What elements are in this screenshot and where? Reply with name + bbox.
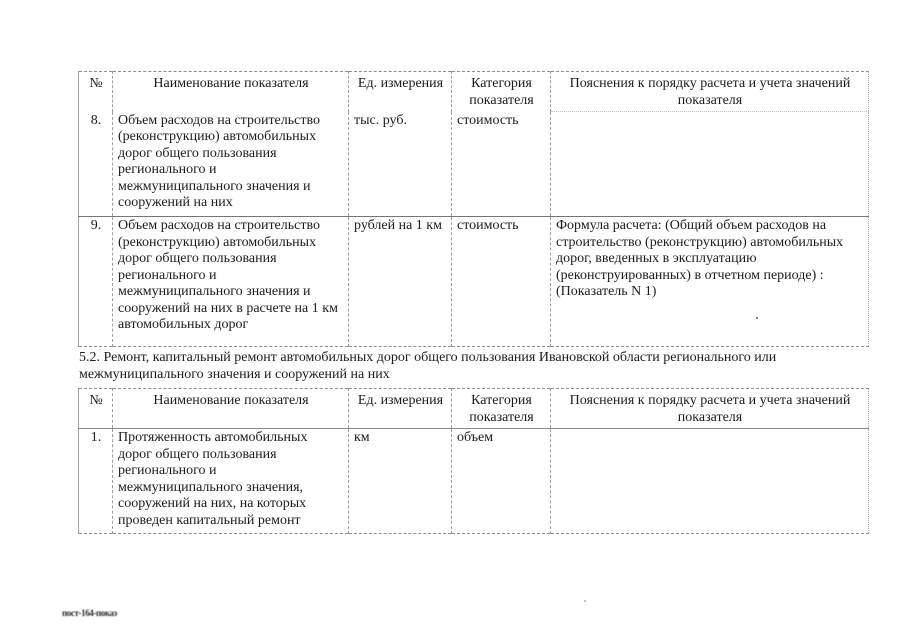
- table2-row-1: [79, 429, 869, 534]
- row-number-cell: 9.: [79, 217, 113, 347]
- unit-cell: км: [349, 429, 452, 534]
- footer-filename: пост-164-показ: [62, 608, 117, 618]
- row-number-cell: 8.: [90, 112, 102, 128]
- explanation-cell: [551, 112, 869, 217]
- table2-header-row: [79, 389, 869, 429]
- explanation-cell: [551, 429, 869, 534]
- table1-row-8: [79, 112, 869, 217]
- table1-row-9: [79, 217, 869, 347]
- scan-speck: [756, 317, 758, 319]
- section-5-2-heading: 5.2. Ремонт, капитальный ремонт автомобильных дорог общего пользования Ивановской области регионального или межмуниципального значения и сооружений на них: [79, 350, 777, 382]
- explanation-cell: Формула расчета: (Общий объем расходов на строительство (реконструкцию) автомобильных дорог, введенных в эксплуатацию (реконструированных) в отчетном периоде) : (Показатель N 1): [551, 217, 869, 347]
- table2-header-unit: Ед. измерения: [349, 389, 452, 429]
- row-number-cell: 1.: [90, 430, 102, 445]
- table1-header-num: №: [89, 76, 103, 91]
- indicator-name-cell: Протяженность автомобильных дорог общего пользования регионального и межмуниципального значения, сооружений на них, на которых проведен капитальный ремонт: [113, 429, 349, 534]
- table2-header-category: Категория показателя: [452, 389, 551, 429]
- table1-header-explanation: Пояснения к порядку расчета и учета значений показателя: [551, 72, 869, 112]
- indicators-table-construction: [78, 71, 869, 347]
- category-cell: стоимость: [452, 217, 551, 347]
- table1-header-name: Наименование показателя: [113, 72, 349, 112]
- indicator-name-cell: Объем расходов на строительство (реконструкцию) автомобильных дорог общего пользования регионального и межмуниципального значения и сооружений на них: [113, 112, 349, 217]
- table2-header-name: Наименование показателя: [113, 389, 349, 429]
- table1-header-row: [79, 72, 869, 112]
- table1-header-unit: Ед. измерения: [349, 72, 452, 112]
- table1-header-category: Категория показателя: [452, 72, 551, 112]
- category-cell: стоимость: [452, 112, 551, 217]
- scan-speck: [584, 600, 586, 602]
- unit-cell: тыс. руб.: [349, 112, 452, 217]
- table2-header-num: №: [79, 389, 113, 429]
- table2-header-explanation: Пояснения к порядку расчета и учета значений показателя: [551, 389, 869, 429]
- unit-cell: рублей на 1 км: [349, 217, 452, 347]
- indicator-name-cell: Объем расходов на строительство (реконструкцию) автомобильных дорог общего пользования регионального и межмуниципального значения и сооружений на них в расчете на 1 км автомобильных дорог: [113, 217, 349, 347]
- category-cell: объем: [452, 429, 551, 534]
- indicators-table-repair: [78, 388, 869, 534]
